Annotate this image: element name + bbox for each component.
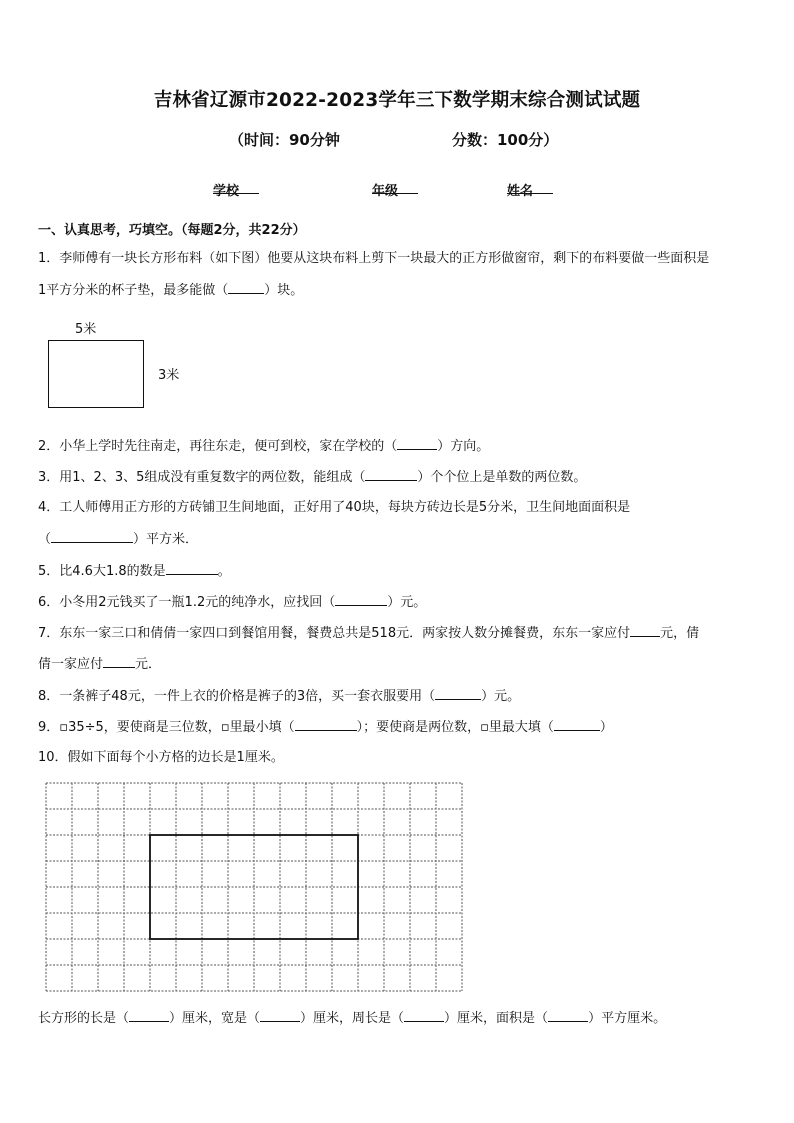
- q8-answer-blank[interactable]: [435, 687, 481, 700]
- q4-line2: （ ）平方米．: [38, 532, 199, 547]
- q8-line: 8．一条裤子48元，一件上衣的价格是裤子的3倍，买一套衣服要用（ ）元。: [38, 689, 521, 704]
- q4-line1: 4．工人师傅用正方形的方砖铺卫生间地面，正好用了40块，每块方砖边长是5分米，卫生间地面面积是: [38, 500, 631, 515]
- q3-line: 3．用1、2、3、5组成没有重复数字的两位数，能组成（ ）个个位上是单数的两位数。: [38, 470, 587, 485]
- total-score: 分数：100分）: [452, 131, 559, 149]
- figure-right-label: 3米: [158, 368, 180, 383]
- q5-line: 5．比4.6大1.8的数是 。: [38, 564, 231, 579]
- q6-line: 6．小冬用2元钱买了一瓶1.2元的纯净水，应找回（ ）元。: [38, 595, 427, 610]
- q10-line: 10．假如下面每个小方格的边长是1厘米。: [38, 750, 284, 765]
- school-blank[interactable]: [213, 180, 259, 194]
- q2-line: 2．小华上学时先往南走，再往东走，便可到校，家在学校的（ ）方向。: [38, 439, 490, 454]
- q7-answer-blank-2[interactable]: [103, 655, 135, 668]
- exam-subtitle: [0, 129, 794, 153]
- q5-answer-blank[interactable]: [166, 562, 218, 575]
- q1-line2: 1平方分米的杯子垫，最多能做（ ）块。: [38, 283, 304, 298]
- q10-area-blank[interactable]: [548, 1009, 588, 1022]
- time-limit: （时间：90分钟: [229, 131, 340, 149]
- q1-answer-blank[interactable]: [228, 281, 264, 294]
- q7-line2: 倩一家应付 元．: [38, 657, 162, 672]
- name-blank[interactable]: [507, 180, 553, 194]
- q4-answer-blank[interactable]: [51, 530, 133, 543]
- q10-width-blank[interactable]: [260, 1009, 300, 1022]
- q10-answer-line: 长方形的长是（ ）厘米，宽是（ ）厘米，周长是（ ）厘米，面积是（ ）平方厘米。: [38, 1011, 667, 1026]
- figure-top-label: 5米: [75, 322, 97, 337]
- q1-line1: 1．李师傅有一块长方形布料（如下图）他要从这块布料上剪下一块最大的正方形做窗帘，剩下的布料要做一些面积是: [38, 251, 710, 266]
- q7-line1: 7．东东一家三口和倩倩一家四口到餐馆用餐，餐费总共是518元．两家按人数分摊餐费，东东一家应付 元，倩: [38, 626, 700, 641]
- rectangle-figure: [48, 340, 144, 408]
- q10-perimeter-blank[interactable]: [404, 1009, 444, 1022]
- q2-answer-blank[interactable]: [397, 437, 437, 450]
- q3-answer-blank[interactable]: [365, 468, 417, 481]
- q9-line: 9．▫35÷5，要使商是三位数，▫里最小填（ ）；要使商是两位数，▫里最大填（ ）: [38, 720, 613, 735]
- q10-length-blank[interactable]: [129, 1009, 169, 1022]
- q9-answer-blank-2[interactable]: [554, 718, 600, 731]
- square-grid: [45, 782, 467, 992]
- section-heading: 一、认真思考，巧填空。（每题2分，共22分）: [38, 223, 306, 238]
- q9-answer-blank-1[interactable]: [295, 718, 357, 731]
- grade-blank[interactable]: [372, 180, 418, 194]
- q7-answer-blank-1[interactable]: [630, 624, 660, 637]
- exam-title: 吉林省辽源市2022-2023学年三下数学期末综合测试试题: [153, 90, 641, 111]
- exam-page: 吉林省辽源市2022-2023学年三下数学期末综合测试试题 （时间：90分钟 分数：100分） 学校 年级 姓名 一、认真思考，巧填空。（每题2分，共22分） 1．李师傅有一块长方形布料（如下图）他要从这块布料上剪下一块最大的正方形做窗帘，剩下的布料要做一些面积是 1平方分米的杯子垫，最多能做（ ）块。 5米 3米 2．小华上学时先往南走，再往东走，便可到校，家在学校的（ ）方向。 3．用1、2、3、5组成没有重复数字的两位数，能组成（ ）个个位上是单数的两位数。 4．工人师傅用正方形的方砖铺卫生间地面，正好用了40块，每块方砖边长是5分米，卫生间地面面积是 （ ）平方米． 5．比4.6大1.8的数是 。 6．小冬用2元钱买了一瓶1.2元的纯净水，应找回（ ）元。 7．东东一家三口和倩倩一家四口到餐馆用餐，餐费总共是518元．两家按人数分摊餐费，东东一家应付 元，倩 倩一家应付 元． 8．一条裤子48元，一件上衣的价格是裤子的3倍，买一套衣服要用（ ）元。 9．▫35÷5，要使商是三位数，▫里最小填（ ）；要使商是两位数，▫里最大填（ ） 10．假如下面每个小方格的边长是1厘米。 长方形的长是（ ）厘米，宽是（ ）厘米，周长是（ ）厘米，面积是（ ）平方厘米。: [0, 0, 794, 1123]
- q6-answer-blank[interactable]: [335, 593, 387, 606]
